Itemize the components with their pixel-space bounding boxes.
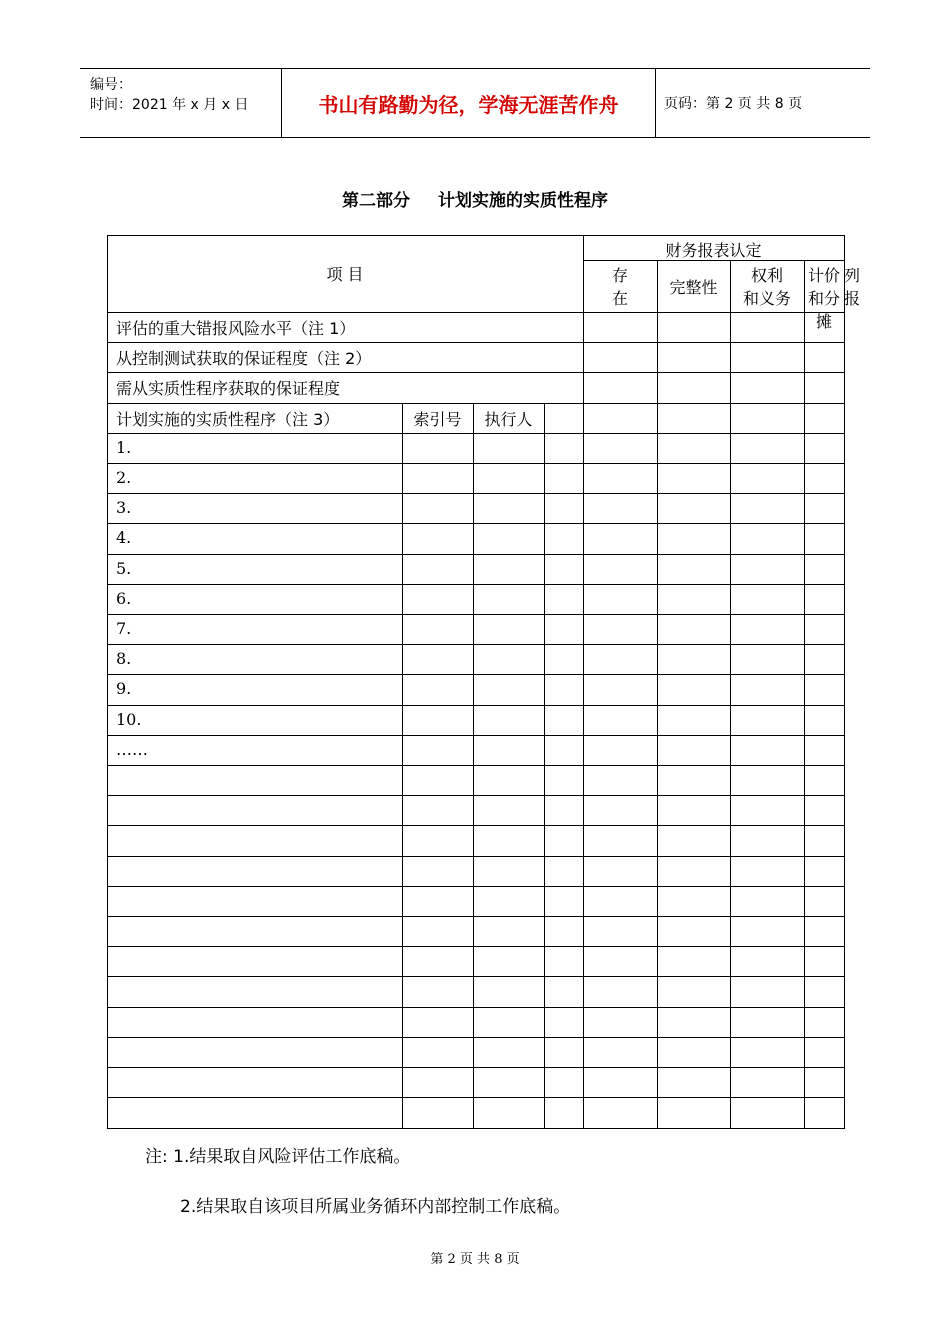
- index-header: 索引号: [413, 410, 462, 429]
- table-rule: [657, 260, 658, 1129]
- note-2: 2.结果取自该项目所属业务循环内部控制工作底稿。: [180, 1197, 571, 1217]
- assertion-group-header: 财务报表认定: [665, 241, 762, 260]
- procedure-header: 计划实施的实质性程序（注 3）: [116, 410, 340, 429]
- table-rule: [107, 856, 845, 857]
- table-rule: [107, 403, 845, 404]
- table-rule: [107, 946, 845, 947]
- procedure-row-label: 3.: [116, 498, 132, 517]
- table-rule: [402, 403, 403, 1129]
- table-rule: [107, 235, 845, 236]
- table-rule: [107, 976, 845, 977]
- procedure-row-label: 9.: [116, 679, 132, 698]
- assertion-header-3: 权利 和义务: [742, 266, 791, 308]
- section-name: 计划实施的实质性程序: [438, 191, 608, 211]
- table-rule: [107, 584, 845, 585]
- header-meta: [90, 75, 248, 115]
- header-motto: 书山有路勤为径，学海无涯苦作舟: [318, 92, 619, 117]
- table-rule: [107, 312, 845, 313]
- procedure-row-label: 7.: [116, 619, 132, 638]
- table-rule: [107, 1067, 845, 1068]
- table-rule: [583, 235, 584, 1129]
- table-rule: [804, 260, 805, 1129]
- table-rule: [107, 825, 845, 826]
- assertion-header-2: 完整性: [669, 278, 718, 297]
- table-rule: [107, 342, 845, 343]
- procedure-row-label: 4.: [116, 528, 132, 547]
- section-title: [0, 186, 950, 211]
- section-part: 第二部分: [342, 191, 410, 211]
- table-rule: [107, 372, 845, 373]
- procedure-row-label: 1.: [116, 438, 132, 457]
- table-rule: [107, 1128, 845, 1129]
- procedure-row-label: 8.: [116, 649, 132, 668]
- table-rule: [473, 403, 474, 1129]
- table-rule: [107, 433, 845, 434]
- doc-time-label: 时间：2021 年 x 月 x 日: [90, 97, 249, 113]
- table-rule: [107, 554, 845, 555]
- table-rule: [107, 765, 845, 766]
- assertion-header-1: 存 在: [611, 266, 628, 308]
- item-header: 项 目: [326, 265, 364, 284]
- table-rule: [107, 674, 845, 675]
- procedure-row-label: ……: [116, 740, 148, 759]
- document-header: [80, 68, 870, 138]
- doc-number-label: 编号：: [90, 77, 132, 93]
- procedure-row-label: 5.: [116, 559, 132, 578]
- executor-header: 执行人: [484, 410, 533, 429]
- table-rule: [107, 463, 845, 464]
- assertion-header-5: 列 报: [844, 266, 861, 308]
- table-rule: [107, 614, 845, 615]
- table-rule: [107, 1037, 845, 1038]
- procedure-row-label: 6.: [116, 589, 132, 608]
- procedure-row-label: 10.: [116, 710, 142, 729]
- table-rule: [107, 493, 845, 494]
- table-rule: [107, 644, 845, 645]
- page-footer: 第 2 页 共 8 页: [430, 1252, 520, 1267]
- table-rule: [107, 523, 845, 524]
- assessment-row-label: 从控制测试获取的保证程度（注 2）: [116, 349, 372, 368]
- note-1: 注: 1.结果取自风险评估工作底稿。: [145, 1147, 411, 1167]
- assertion-header-4: 计价 和分摊: [807, 266, 840, 331]
- procedure-row-label: 2.: [116, 468, 132, 487]
- table-rule: [107, 1007, 845, 1008]
- table-rule: [107, 705, 845, 706]
- table-rule: [730, 260, 731, 1129]
- assessment-row-label: 需从实质性程序获取的保证程度: [116, 379, 341, 398]
- table-rule: [107, 795, 845, 796]
- assessment-row-label: 评估的重大错报风险水平（注 1）: [116, 319, 356, 338]
- header-divider: [655, 69, 656, 137]
- procedure-table: [107, 235, 861, 1128]
- table-rule: [844, 235, 845, 1129]
- table-rule: [544, 403, 545, 1129]
- table-rule: [107, 1097, 845, 1098]
- header-page-info: 页码：第 2 页 共 8 页: [664, 96, 803, 112]
- table-rule: [107, 886, 845, 887]
- table-rule: [107, 916, 845, 917]
- table-rule: [107, 235, 108, 1129]
- table-rule: [107, 735, 845, 736]
